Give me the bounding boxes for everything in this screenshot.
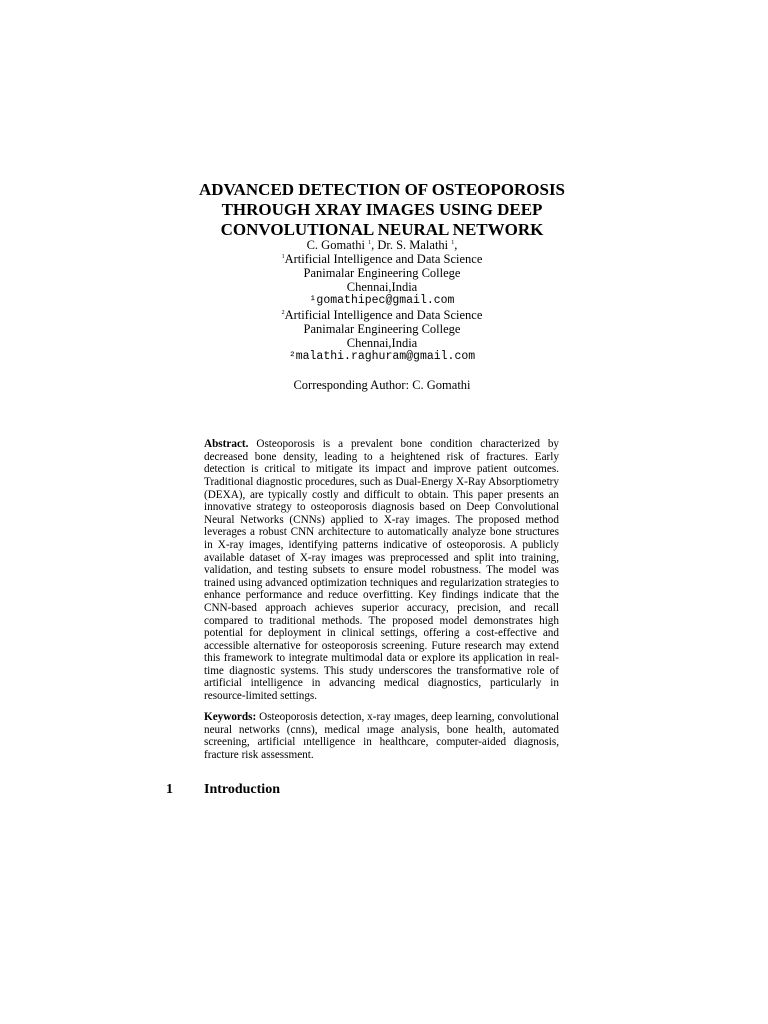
affiliation-2-department [150,308,614,322]
affiliation-2-college: Panimalar Engineering College [303,322,461,336]
keywords-label: Keywords: [204,711,257,724]
author-block [150,238,614,364]
author-2-mark: 1 [451,239,455,246]
title-line: CONVOLUTIONAL NEURAL NETWORK [220,220,544,239]
paper-title [150,180,614,240]
section-number: 1 [166,782,173,797]
abstract-label: Abstract. [204,438,249,451]
author-1-mark: 1 [368,239,372,246]
abstract [204,438,559,702]
affiliation-1-department-text: Artificial Intelligence and Data Science [284,252,483,266]
affiliation-2-location: Chennai,India [346,336,418,350]
title-line: ADVANCED DETECTION OF OSTEOPOROSIS [198,180,566,199]
title-line: THROUGH XRAY IMAGES USING DEEP [221,200,543,219]
affiliation-2-department-text: Artificial Intelligence and Data Science [284,308,483,322]
affiliation-1-college: Panimalar Engineering College [303,266,461,280]
section-title: Introduction [204,782,280,797]
affiliation-2-mark: 2 [281,309,285,316]
author-line-trailing: , [454,238,458,252]
affiliation-1-email: ¹gomathipec@gmail.com [309,294,455,307]
abstract-text: Osteoporosis is a prevalent bone condition characterized by decreased bone density, leading to a heightened risk of fractures. Early detection is critical to mitigate its impact and improve patient outcomes. Traditional diagnostic procedures, such as Dual-Energy X-Ray Absorptiometry (DEXA), are typically costly and difficult to obtain. This paper presents an innovative strategy to osteoporosis diagnosis based on Deep Convolutional Neural Networks (CNNs) applied to X-ray images. The proposed method leverages a robust CNN architecture to automatically analyze bone structures in X-ray images, identifying patterns indicative of osteoporosis. A publicly available dataset of X-ray images was preprocessed and split into training, validation, and testing subsets to ensure model robustness. The model was trained using advanced optimization techniques and regularization strategies to enhance performance and reduce overfitting. Key findings indicate that the CNN-based approach achieves superior accuracy, precision, and recall compared to traditional methods. The proposed model demonstrates high potential for deployment in clinical settings, offering a cost-effective and accessible alternative for osteoporosis screening. Future research may extend this framework to integrate multimodal data or explore its application in real-time diagnostic systems. This study underscores the transformative role of artificial intelligence in advancing medical diagnostics, particularly in resource-limited settings. [204,438,560,703]
author-2-name: , Dr. S. Malathi [371,238,449,252]
keywords [204,711,559,761]
affiliation-1-location: Chennai,India [346,280,418,294]
affiliation-1-department [150,252,614,266]
author-1-name: C. Gomathi [306,238,365,252]
keywords-text: Osteoporosis detection, x-ray ımages, deep learning, convolutional neural networks (cnns), medical ımage analysis, bone health, automated screening, artificial ıntelligence in healthcare, computer-aided diagnosis, fracture risk assessment. [204,711,560,761]
corresponding-author: Corresponding Author: C. Gomathi [293,378,471,392]
author-line [150,238,614,252]
affiliation-1-mark: 1 [281,253,285,260]
affiliation-2-email: ²malathi.raghuram@gmail.com [288,350,476,363]
